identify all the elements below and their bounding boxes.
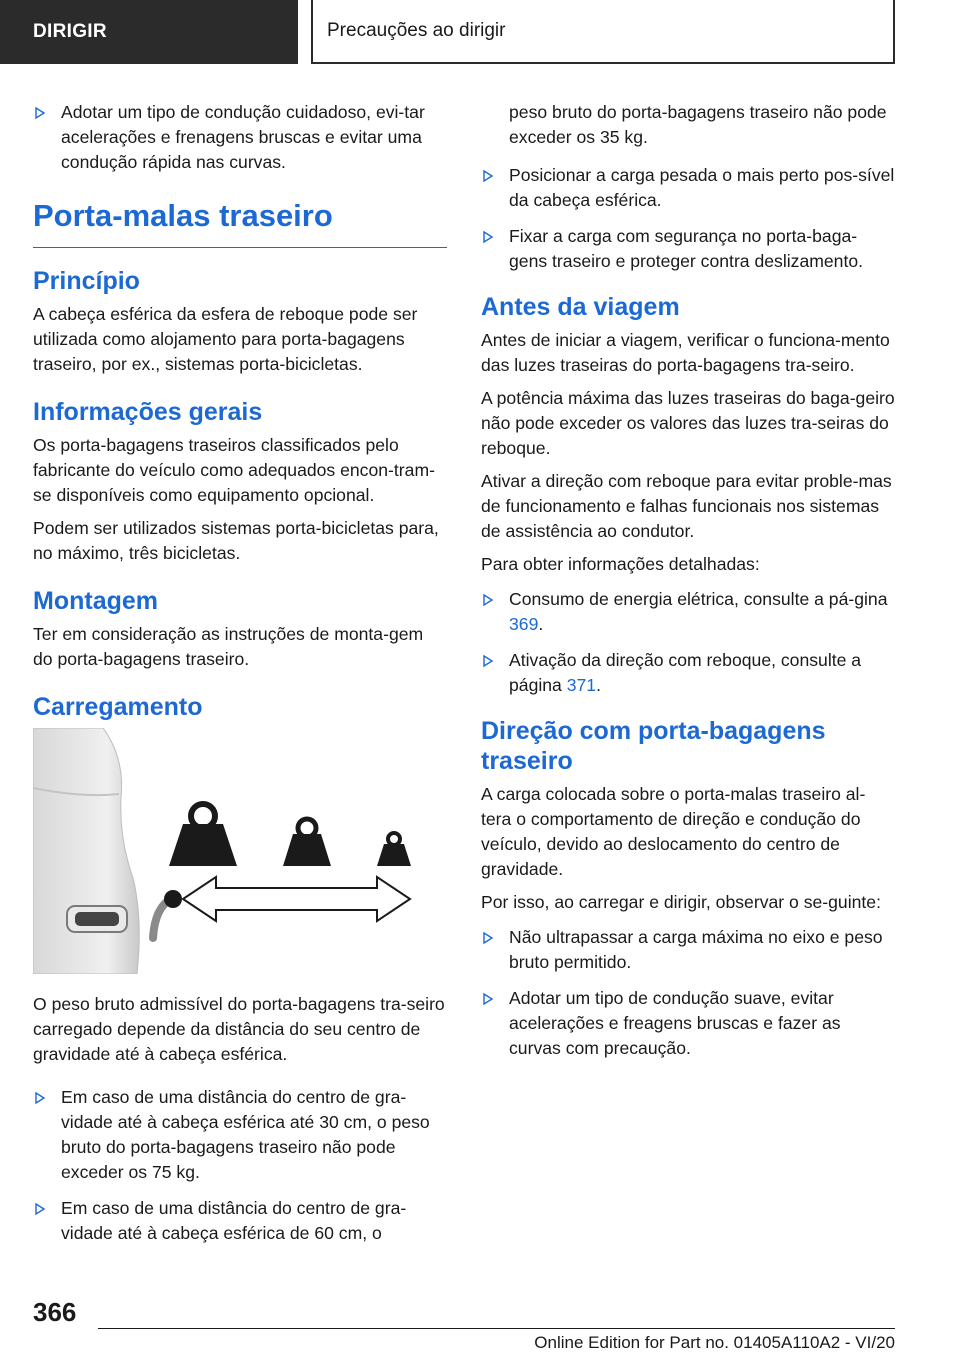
heading-carregamento: Carregamento [33, 693, 203, 721]
page-link-369[interactable]: 369 [509, 614, 539, 634]
chapter-heading: Porta-malas traseiro [33, 197, 447, 248]
right-bullet-list-1 [481, 163, 895, 274]
triangle-bullet-icon [481, 931, 495, 945]
list-item: Consumo de energia elétrica, consulte a pá-gina 369. [481, 587, 895, 637]
weight-large-icon [169, 804, 237, 866]
distance-arrow-shape [183, 877, 410, 921]
triangle-bullet-icon [33, 1202, 47, 1216]
paragraph: Para obter informações detalhadas: [481, 554, 760, 574]
list-item: Adotar um tipo de condução cuidadoso, evi-tar acelerações e frenagens bruscas e evitar uma condução rápida nas curvas. [33, 100, 447, 175]
section-header [311, 0, 895, 64]
list-item: Posicionar a carga pesada o mais perto pos-sível da cabeça esférica. [481, 163, 895, 213]
paragraph: Antes de iniciar a viagem, verificar o funciona-mento das luzes traseiras do porta-bagagens tra-seiro. [481, 330, 890, 375]
triangle-bullet-icon [481, 169, 495, 183]
page-number: 366 [33, 1297, 77, 1327]
paragraph: Ativar a direção com reboque para evitar proble-mas de funcionamento e falhas funcionais nos sistemas de assistência ao condutor. [481, 471, 892, 541]
list-item: Fixar a carga com segurança no porta-baga-gens traseiro e proteger contra deslizamento. [481, 224, 895, 274]
paragraph: A carga colocada sobre o porta-malas traseiro al-tera o comportamento de direção e condução do veículo, devido ao deslocamento do centro de gravidade. [481, 784, 866, 879]
load-distribution-illustration [33, 728, 447, 974]
list-item: Ativação da direção com reboque, consulte a página 371. [481, 648, 895, 698]
paragraph: Podem ser utilizados sistemas porta-bicicletas para, no máximo, três bicicletas. [33, 518, 439, 563]
heading-antes-da-viagem: Antes da viagem [481, 293, 680, 321]
heading-montagem: Montagem [33, 587, 158, 615]
reference-list [481, 587, 895, 698]
car-bumper-shape [33, 728, 139, 974]
list-item: Em caso de uma distância do centro de gra-vidade até à cabeça esférica de 60 cm, o [33, 1196, 447, 1246]
paragraph: A cabeça esférica da esfera de reboque pode ser utilizada como alojamento para porta-bagagens traseiro, por ex., sistemas porta-bicicletas. [33, 304, 418, 374]
chapter-tab [0, 0, 298, 64]
paragraph: O peso bruto admissível do porta-bagagens tra-seiro carregado depende da distância do seu centro de gravidade até à cabeça esférica. [33, 994, 445, 1064]
heading-principio: Princípio [33, 267, 140, 295]
triangle-bullet-icon [481, 654, 495, 668]
paragraph: A potência máxima das luzes traseiras do baga-geiro não pode exceder os valores das luzes tra-seiras do reboque. [481, 388, 895, 458]
list-item: Em caso de uma distância do centro de gra-vidade até à cabeça esférica até 30 cm, o peso bruto do porta-bagagens traseiro não pode exceder os 75 kg. [33, 1085, 447, 1185]
weight-small-icon [377, 833, 411, 866]
right-bullet-list-2 [481, 925, 895, 1061]
weight-medium-icon [283, 819, 331, 866]
triangle-bullet-icon [33, 106, 47, 120]
paragraph: Ter em consideração as instruções de monta-gem do porta-bagagens traseiro. [33, 624, 424, 669]
list-item: Adotar um tipo de condução suave, evitar acelerações e freagens bruscas e fazer as curvas com precaução. [481, 986, 895, 1061]
chapter-label: DIRIGIR [33, 21, 107, 42]
section-label: Precauções ao dirigir [327, 20, 506, 41]
left-column [33, 100, 447, 1257]
page-link-371[interactable]: 371 [566, 675, 597, 695]
edition-footer: Online Edition for Part no. 01405A110A2 - VI/20 [534, 1333, 895, 1352]
heading-informacoes-gerais: Informações gerais [33, 398, 263, 426]
ball-head-shape [164, 890, 182, 908]
carregamento-bullet-list [33, 1085, 447, 1246]
triangle-bullet-icon [481, 593, 495, 607]
footer-divider [98, 1328, 895, 1329]
triangle-bullet-icon [481, 230, 495, 244]
continuation-text: peso bruto do porta-bagagens traseiro não pode exceder os 35 kg. [509, 102, 887, 147]
list-item: Não ultrapassar a carga máxima no eixo e peso bruto permitido. [481, 925, 895, 975]
intro-bullet-list [33, 100, 447, 175]
paragraph: Por isso, ao carregar e dirigir, observar o se-guinte: [481, 892, 881, 912]
triangle-bullet-icon [33, 1091, 47, 1105]
heading-direcao-porta-bagagens: Direção com porta-bagagens traseiro [481, 717, 826, 775]
paragraph: Os porta-bagagens traseiros classificados pelo fabricante do veículo como adequados encon-tram-se disponíveis como equipamento opcional. [33, 435, 435, 505]
right-column [481, 100, 895, 1072]
triangle-bullet-icon [481, 992, 495, 1006]
